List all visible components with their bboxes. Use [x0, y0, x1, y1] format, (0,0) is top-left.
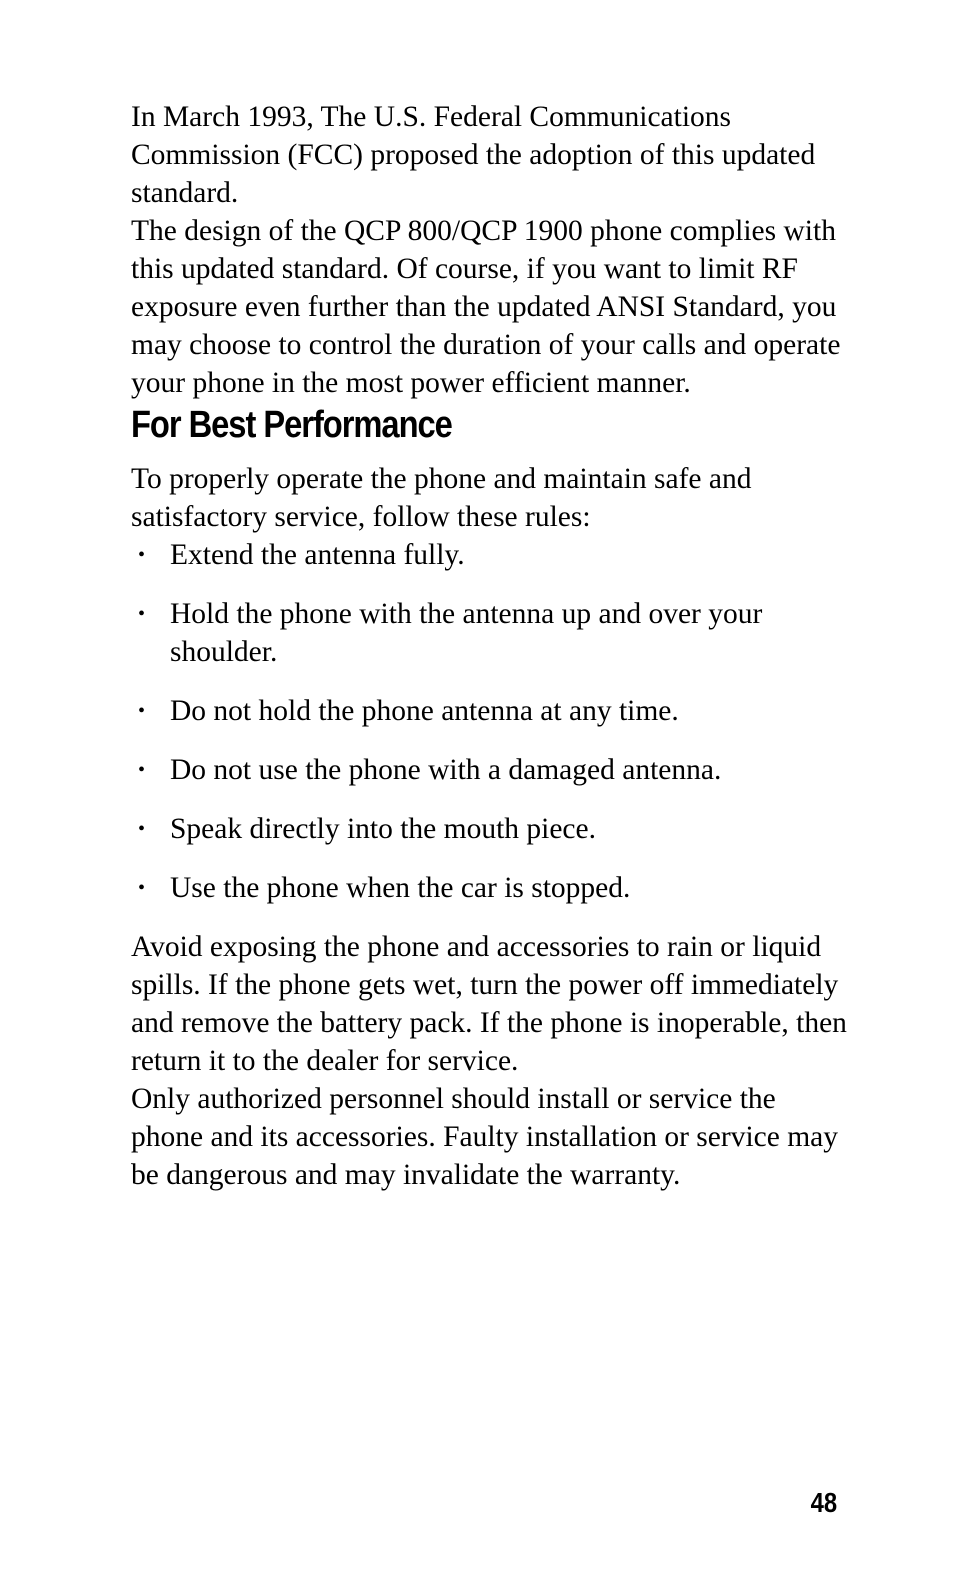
document-page: [131, 98, 851, 1194]
list-item: [131, 536, 851, 574]
list-item: [131, 595, 851, 671]
paragraph-authorized-service: Only authorized personnel should install or service the phone and its accessories. Faulty installation or service may be dangerous and may invalidate the warranty.: [131, 1083, 838, 1191]
bullet-icon: •: [138, 877, 146, 899]
page-number: 48: [810, 1487, 837, 1518]
list-item-text: Do not use the phone with a damaged antenna.: [170, 754, 722, 786]
list-item-text: Speak directly into the mouth piece.: [170, 813, 596, 845]
list-item: [131, 810, 851, 848]
list-item: [131, 692, 851, 730]
bullet-icon: •: [138, 700, 146, 722]
bullet-icon: •: [138, 759, 146, 781]
list-item-text: Do not hold the phone antenna at any time.: [170, 695, 679, 727]
bullet-icon: •: [138, 603, 146, 625]
list-item-text: Extend the antenna fully.: [170, 539, 465, 571]
bullet-icon: •: [138, 544, 146, 566]
bullet-icon: •: [138, 818, 146, 840]
list-item-text: Hold the phone with the antenna up and over your shoulder.: [170, 598, 763, 668]
paragraph-design-compliance: The design of the QCP 800/QCP 1900 phone complies with this updated standard. Of course, if you want to limit RF exposure even further than the updated ANSI Standard, you may choose to control the duration of your calls and operate your phone in the most power efficient manner.: [131, 215, 841, 399]
list-item: [131, 751, 851, 789]
list-item: [131, 869, 851, 907]
section-title: For Best Performance: [131, 404, 452, 446]
rules-list: [131, 536, 851, 907]
paragraph-liquid-warning: Avoid exposing the phone and accessories to rain or liquid spills. If the phone gets wet, turn the power off immediately and remove the battery pack. If the phone is inoperable, then return it to the dealer for service.: [131, 931, 847, 1077]
paragraph-fcc-proposal: In March 1993, The U.S. Federal Communications Commission (FCC) proposed the adoption of this updated standard.: [131, 101, 816, 209]
list-item-text: Use the phone when the car is stopped.: [170, 872, 631, 904]
paragraph-rules-intro: To properly operate the phone and maintain safe and satisfactory service, follow these rules:: [131, 463, 752, 533]
